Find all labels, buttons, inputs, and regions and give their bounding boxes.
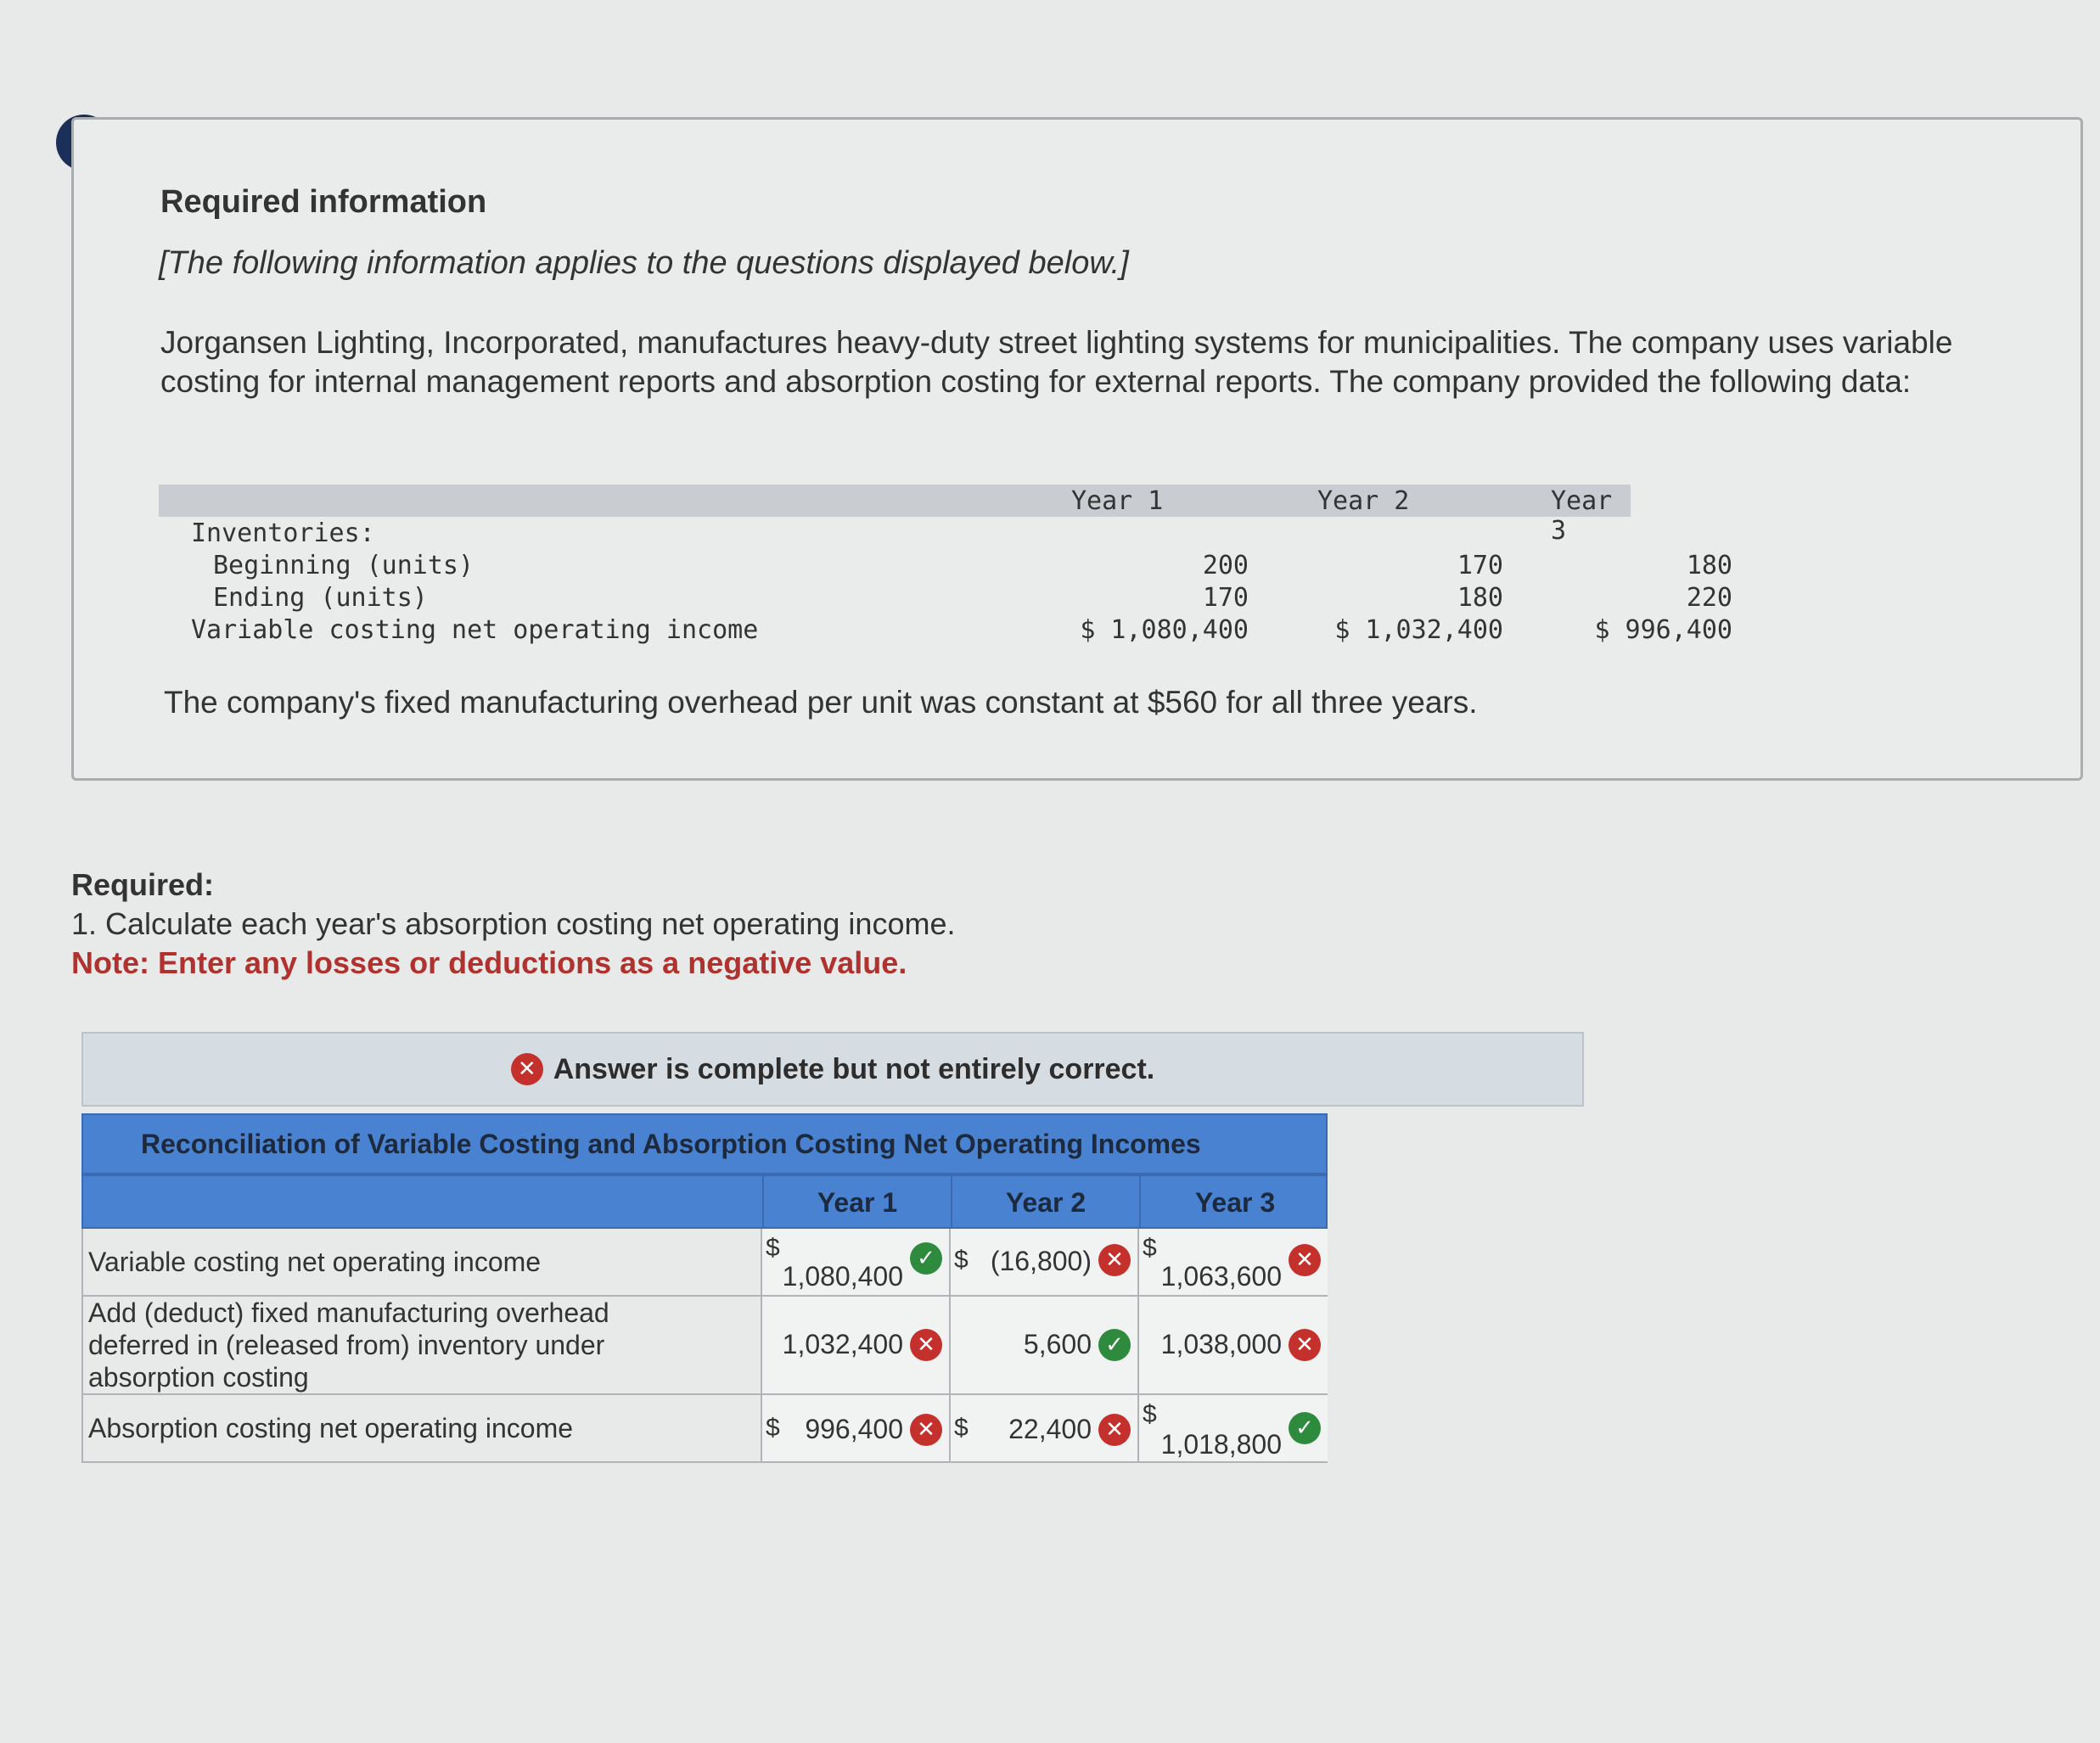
cell-value: 22,400 bbox=[1008, 1414, 1092, 1444]
given-row-beginning bbox=[159, 549, 1732, 581]
year1-vc-noi-input[interactable] bbox=[761, 1229, 949, 1295]
required-note: Note: Enter any losses or deductions as a negative value. bbox=[71, 945, 907, 980]
table-row bbox=[81, 1395, 1328, 1463]
currency-symbol: $ bbox=[954, 1246, 969, 1274]
cell-value: 1,032,400 bbox=[782, 1329, 903, 1359]
given-cell: $ 996,400 bbox=[1594, 615, 1732, 645]
recon-header-year3: Year 3 bbox=[1139, 1176, 1329, 1229]
reconciliation-title: Reconciliation of Variable Costing and Absorption Costing Net Operating Incomes bbox=[81, 1113, 1328, 1174]
row-label: Variable costing net operating income bbox=[88, 1247, 542, 1277]
given-section-row bbox=[159, 517, 1631, 549]
recon-header-year1: Year 1 bbox=[762, 1176, 951, 1229]
cell-value: 5,600 bbox=[1023, 1329, 1092, 1359]
given-cell: $ 1,080,400 bbox=[1080, 615, 1249, 645]
given-header-year2: Year 2 bbox=[1317, 486, 1410, 516]
cell-value: 1,063,600 bbox=[1160, 1261, 1282, 1292]
required-item: 1. Calculate each year's absorption costing net operating income. bbox=[71, 906, 956, 941]
year3-vc-noi-input[interactable] bbox=[1137, 1229, 1328, 1295]
reconciliation-header-row bbox=[81, 1174, 1328, 1229]
table-row bbox=[81, 1229, 1328, 1297]
given-cell: $ 1,032,400 bbox=[1334, 615, 1503, 645]
year3-ac-noi-input[interactable] bbox=[1137, 1395, 1328, 1461]
required-information-panel bbox=[71, 117, 2083, 781]
currency-symbol: $ bbox=[954, 1414, 969, 1442]
info-paragraph: Jorgansen Lighting, Incorporated, manufactures heavy-duty street lighting systems for municipalities. The company uses variable costing for internal management reports and absorption costing for external reports. The company provided the following data: bbox=[160, 325, 1953, 399]
x-icon: ✕ bbox=[1098, 1414, 1131, 1446]
given-header-year3: Year 3 bbox=[1551, 486, 1613, 546]
currency-symbol: $ bbox=[766, 1414, 780, 1442]
row-label: Absorption costing net operating income bbox=[88, 1413, 574, 1443]
currency-symbol: $ bbox=[1143, 1234, 1157, 1262]
cell-value: 996,400 bbox=[805, 1414, 903, 1444]
info-subtitle: [The following information applies to the questions displayed below.] bbox=[159, 245, 1129, 281]
cell-value: 1,018,800 bbox=[1160, 1429, 1282, 1460]
currency-symbol: $ bbox=[1143, 1400, 1157, 1428]
given-row-label: Ending (units) bbox=[213, 583, 428, 613]
given-cell: 200 bbox=[1202, 551, 1249, 580]
table-row bbox=[81, 1297, 1328, 1395]
year2-fmoh-deferred-input[interactable] bbox=[949, 1297, 1137, 1393]
cell-value: 1,038,000 bbox=[1160, 1329, 1282, 1359]
cell-value: (16,800) bbox=[990, 1246, 1092, 1276]
given-cell: 170 bbox=[1202, 583, 1249, 613]
check-icon: ✓ bbox=[910, 1242, 942, 1275]
given-cell: 180 bbox=[1686, 551, 1732, 580]
given-cell: 170 bbox=[1457, 551, 1503, 580]
given-cell: 180 bbox=[1457, 583, 1503, 613]
year1-fmoh-deferred-input[interactable] bbox=[761, 1297, 949, 1393]
check-icon: ✓ bbox=[1289, 1412, 1321, 1444]
answer-status-text: Answer is complete but not entirely correct. bbox=[553, 1052, 1155, 1085]
given-data-table bbox=[159, 485, 1732, 646]
given-row-vc-noi bbox=[159, 614, 1732, 646]
row-label: Add (deduct) fixed manufacturing overhead deferred in (released from) inventory under absorption costing bbox=[88, 1297, 609, 1393]
reconciliation-table bbox=[81, 1113, 1328, 1463]
year3-fmoh-deferred-input[interactable] bbox=[1137, 1297, 1328, 1393]
given-row-ending bbox=[159, 581, 1732, 614]
year1-ac-noi-input[interactable] bbox=[761, 1395, 949, 1461]
x-icon: ✕ bbox=[1098, 1244, 1131, 1276]
answer-status-banner bbox=[81, 1032, 1584, 1107]
cell-value: 1,080,400 bbox=[782, 1261, 903, 1292]
year2-vc-noi-input[interactable] bbox=[949, 1229, 1137, 1295]
inventories-label: Inventories: bbox=[191, 518, 375, 548]
x-icon: ✕ bbox=[910, 1414, 942, 1446]
given-row-label: Variable costing net operating income bbox=[191, 615, 759, 645]
x-icon: ✕ bbox=[511, 1053, 543, 1085]
x-icon: ✕ bbox=[910, 1329, 942, 1361]
info-title: Required information bbox=[160, 184, 487, 220]
x-icon: ✕ bbox=[1289, 1244, 1321, 1276]
given-row-label: Beginning (units) bbox=[213, 551, 474, 580]
given-header-year1: Year 1 bbox=[1071, 486, 1164, 516]
info-footnote: The company's fixed manufacturing overhead per unit was constant at $560 for all three years. bbox=[164, 685, 1478, 720]
check-icon: ✓ bbox=[1098, 1329, 1131, 1361]
currency-symbol: $ bbox=[766, 1234, 780, 1262]
required-label: Required: bbox=[71, 867, 215, 902]
given-cell: 220 bbox=[1686, 583, 1732, 613]
year2-ac-noi-input[interactable] bbox=[949, 1395, 1137, 1461]
recon-header-year2: Year 2 bbox=[951, 1176, 1139, 1229]
x-icon: ✕ bbox=[1289, 1329, 1321, 1361]
